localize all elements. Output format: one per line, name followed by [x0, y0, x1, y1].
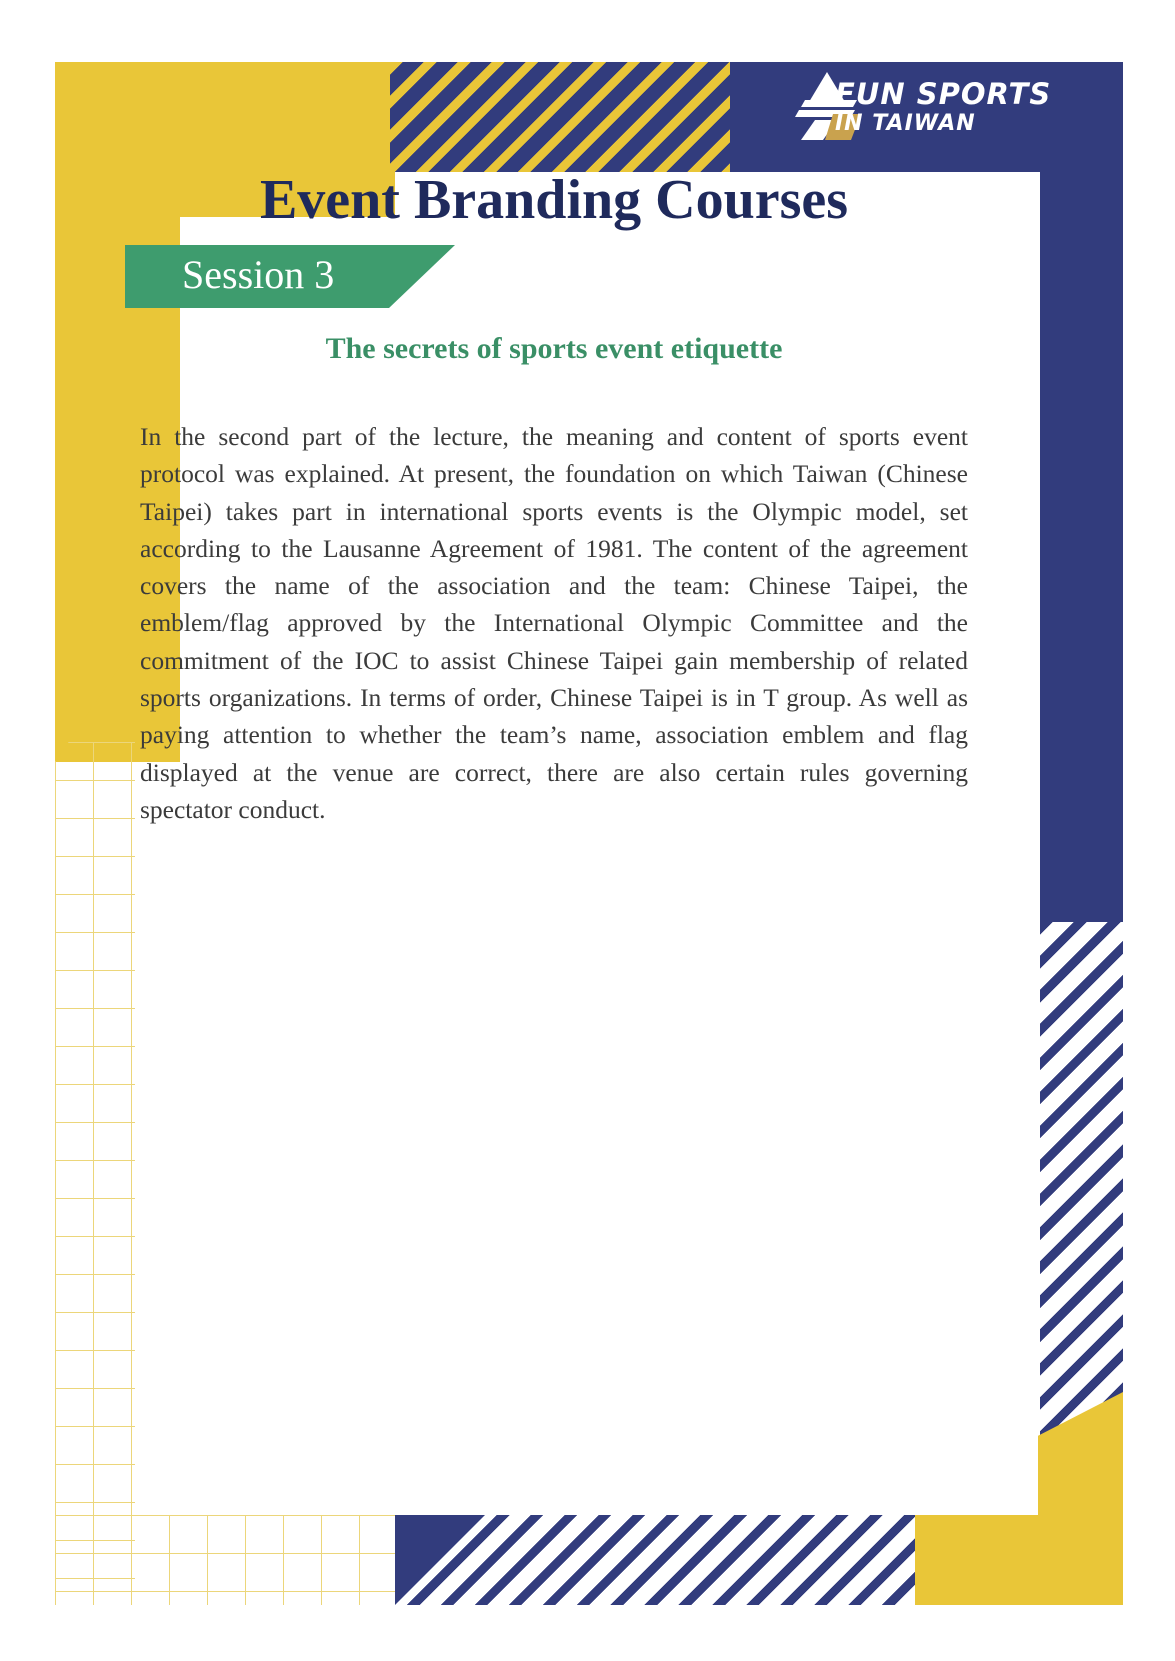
grid-pattern-left	[55, 742, 135, 1605]
body-paragraph: In the second part of the lecture, the meaning and content of sports event protocol was explained. At present, the foundation on which Taiwan (Chinese Taipei) takes part in international sports events is the Olympic model, set according to the Lausanne Agreement of 1981. The content of the agreement covers the name of the association and the team: Chinese Taipei, the emblem/flag approved by the International Olympic Committee and the commitment of the IOC to assist Chinese Taipei gain membership of related sports organizations. In terms of order, Chinese Taipei is in T group. As well as paying attention to whether the team’s name, association emblem and flag displayed at the venue are correct, there are also certain rules governing spectator conduct.	[140, 422, 968, 824]
brand-wordmark	[835, 77, 1052, 136]
stripes-bottom	[395, 1515, 915, 1605]
brand-line-2: IN TAIWAN	[835, 111, 976, 136]
stripes-right	[1040, 922, 1123, 1442]
grid-pattern-bottom	[55, 1515, 395, 1605]
brand-line-1: FUN SPORTS	[835, 77, 1052, 111]
navy-band-right	[1040, 62, 1123, 962]
subtitle: The secrets of sports event etiquette	[325, 332, 783, 365]
session-label: Session 3	[182, 252, 335, 297]
content-card	[180, 217, 1038, 1515]
stripes-top	[390, 62, 730, 172]
page-title: Event Branding Courses	[259, 169, 849, 231]
